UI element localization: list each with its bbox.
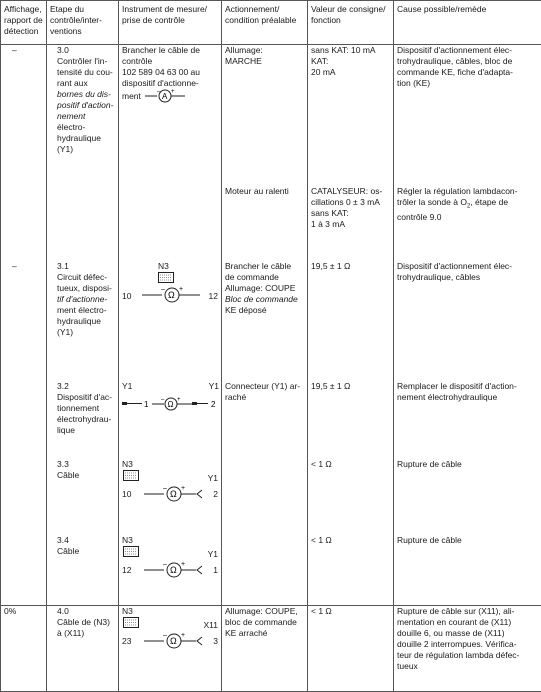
action-cell xyxy=(222,535,308,606)
header-cause: Cause possible/remède xyxy=(394,1,541,45)
display-cell: 0% xyxy=(1,606,47,692)
svg-text:2: 2 xyxy=(211,400,216,409)
svg-text:+: + xyxy=(171,89,175,95)
instrument-cell: N3 Y1 10 – + Ω 2 xyxy=(119,459,222,535)
display-cell xyxy=(1,381,47,459)
table-row xyxy=(1,459,541,535)
svg-text:+: + xyxy=(177,397,181,403)
svg-text:Ω: Ω xyxy=(168,290,175,300)
header-row xyxy=(1,1,541,45)
svg-text:–: – xyxy=(163,485,167,492)
svg-text:A: A xyxy=(162,92,168,101)
table-row xyxy=(1,381,541,459)
cause-cell: Rupture de câble sur (X11), ali- mentation en courant de (X11) douille 6, ou masse de (X11) douille 2 interrompues. Vérifica- teur de régulation lambda défec- tueux xyxy=(394,606,541,692)
ammeter-icon xyxy=(145,89,185,103)
svg-text:+: + xyxy=(181,632,185,639)
action-cell: Allumage: MARCHE xyxy=(222,45,308,186)
table-row xyxy=(1,186,541,261)
svg-text:Ω: Ω xyxy=(168,400,174,409)
header-action: Actionnement/ condition préalable xyxy=(222,1,308,45)
header-display: Affichage, rapport de détection xyxy=(1,1,47,45)
action-cell: Connecteur (Y1) ar- raché xyxy=(222,381,308,459)
cause-cell: Dispositif d'actionnement élec- trohydraulique, câbles xyxy=(394,261,541,381)
step-cell: 3.1 Circuit défec- tueux, disposi- tif d'actionne- ment électro- hydraulique (Y1) xyxy=(47,261,119,381)
step-cell: 3.2 Dispositif d'ac- tionnement électrohydrau- lique xyxy=(47,381,119,459)
ohmmeter-icon xyxy=(144,485,204,503)
step-cell: 4.0 Câble de (N3) à (X11) xyxy=(47,606,119,692)
action-cell: Brancher le câble de commande Allumage: COUPE Bloc de commande KE déposé xyxy=(222,261,308,381)
svg-text:+: + xyxy=(179,286,183,293)
svg-text:–: – xyxy=(157,89,161,95)
header-step: Etape du contrôle/inter- ventions xyxy=(47,1,119,45)
cause-cell: Remplacer le dispositif d'action- nement électrohydraulique xyxy=(394,381,541,459)
svg-text:+: + xyxy=(181,485,185,492)
svg-text:–: – xyxy=(161,286,165,293)
value-cell: 19,5 ± 1 Ω xyxy=(308,261,394,381)
table-row xyxy=(1,535,541,606)
action-cell: Allumage: COUPE, bloc de commande KE arraché xyxy=(222,606,308,692)
connector-icon xyxy=(123,546,139,557)
svg-text:–: – xyxy=(161,397,165,403)
cause-cell: Dispositif d'actionnement élec- trohydraulique, câbles, bloc de commande KE, fiche d'adapta- tion (KE) xyxy=(394,45,541,186)
display-cell xyxy=(1,186,47,261)
action-cell: Moteur au ralenti xyxy=(222,186,308,261)
connector-icon xyxy=(158,272,174,283)
table-row xyxy=(1,261,541,381)
display-cell: – xyxy=(1,45,47,186)
cause-cell: Régler la régulation lambdacon- trôler la sonde à $O_2$, étape de contrôle 9.0 xyxy=(394,186,541,261)
instrument-cell: N3 10 – + Ω 12 xyxy=(119,261,222,381)
instrument-cell xyxy=(119,186,222,261)
connector-icon xyxy=(123,617,139,628)
value-cell: < 1 Ω xyxy=(308,606,394,692)
table-row xyxy=(1,606,541,692)
instrument-cell: Y1 Y1 – + Ω 1 2 xyxy=(119,381,222,459)
display-cell xyxy=(1,535,47,606)
cause-cell: Rupture de câble xyxy=(394,535,541,606)
svg-text:1: 1 xyxy=(144,400,149,409)
svg-text:Ω: Ω xyxy=(170,565,177,575)
svg-text:–: – xyxy=(163,561,167,568)
svg-text:Ω: Ω xyxy=(170,489,177,499)
value-cell: < 1 Ω xyxy=(308,535,394,606)
step-cell: 3.0 Contrôler l'in- tensité du cou- rant aux bornes du dis- positif d'action- nement électro- hydraulique (Y1) xyxy=(47,45,119,186)
header-value: Valeur de consigne/ fonction xyxy=(308,1,394,45)
ohmmeter-icon xyxy=(144,632,204,650)
step-cell xyxy=(47,186,119,261)
value-cell: < 1 Ω xyxy=(308,459,394,535)
connector-icon xyxy=(123,470,139,481)
ohmmeter-icon xyxy=(144,561,204,579)
instrument-cell: Brancher le câble de contrôle 102 589 04 63 00 au dispositif d'actionne- ment – + A xyxy=(119,45,222,186)
display-cell xyxy=(1,459,47,535)
cause-cell: Rupture de câble xyxy=(394,459,541,535)
header-instrument: Instrument de mesure/ prise de contrôle xyxy=(119,1,222,45)
ohmmeter-icon xyxy=(122,396,218,412)
svg-text:+: + xyxy=(181,561,185,568)
value-cell: 19,5 ± 1 Ω xyxy=(308,381,394,459)
value-cell: sans KAT: 10 mA KAT: 20 mA xyxy=(308,45,394,186)
action-cell xyxy=(222,459,308,535)
svg-text:Ω: Ω xyxy=(170,636,177,646)
step-cell: 3.4 Câble xyxy=(47,535,119,606)
value-cell: CATALYSEUR: os- cillations 0 ± 3 mA sans KAT: 1 à 3 mA xyxy=(308,186,394,261)
instrument-cell: N3 Y1 12 – + Ω 1 xyxy=(119,535,222,606)
display-cell: – xyxy=(1,261,47,381)
step-cell: 3.3 Câble xyxy=(47,459,119,535)
svg-text:–: – xyxy=(163,632,167,639)
table-row xyxy=(1,45,541,186)
ohmmeter-icon xyxy=(142,286,202,304)
instrument-cell: N3 X11 23 – + Ω 3 xyxy=(119,606,222,692)
